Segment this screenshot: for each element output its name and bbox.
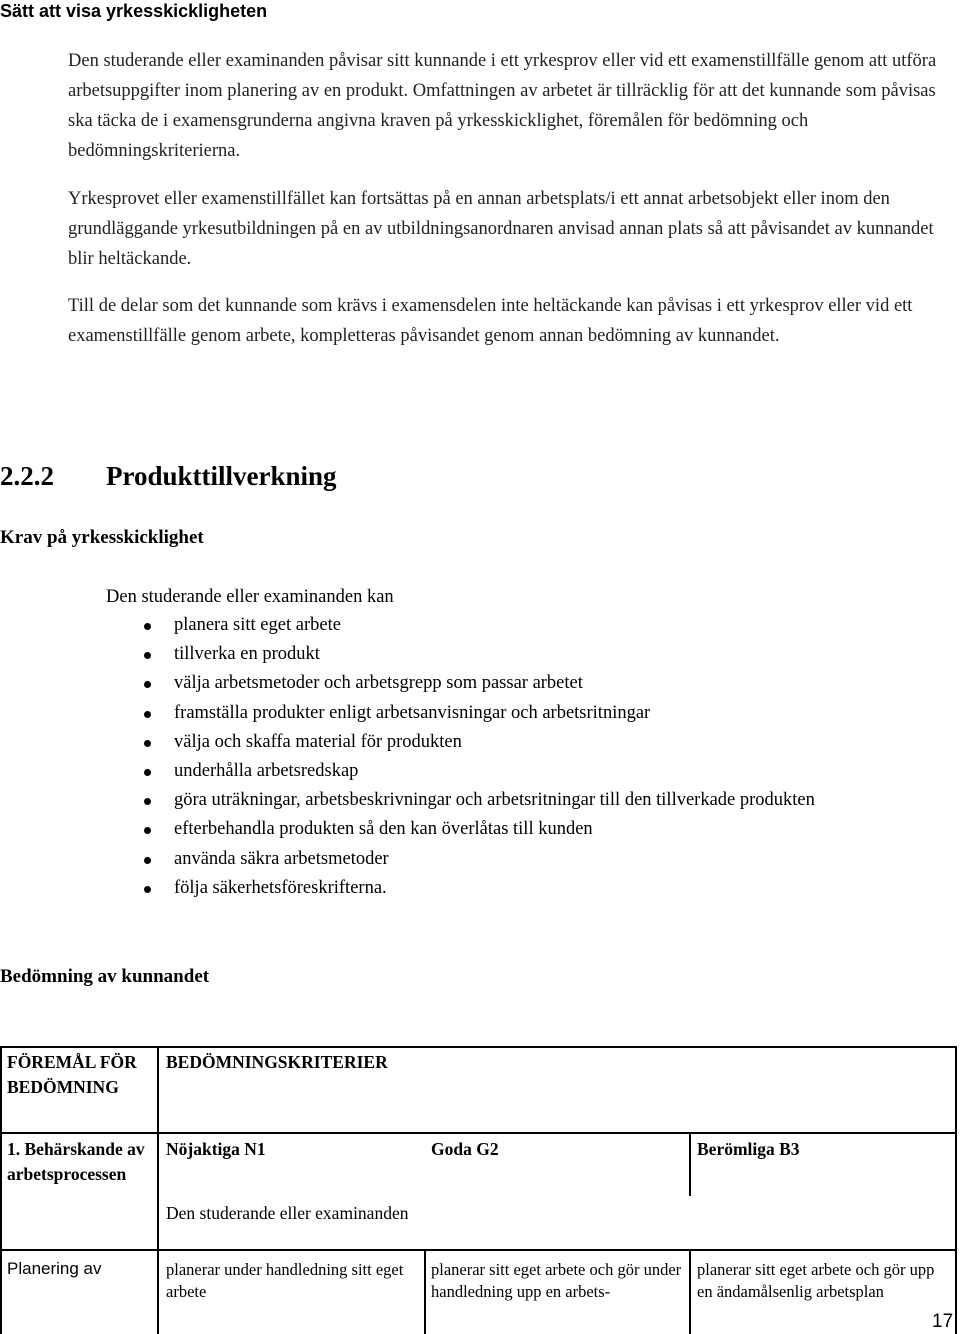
table-cell-b3: planerar sitt eget arbete och gör upp en ändamålsenlig arbetsplan [697,1260,935,1301]
list-item: välja och skaffa material för produkten [108,728,948,757]
table-cell-n1: planerar under handledning sitt eget arbete [166,1260,404,1301]
table-rule [689,1249,691,1334]
list-item: göra uträkningar, arbetsbeskrivningar och arbetsritningar till den tillverkade produkten [108,786,948,815]
paragraph-3: Till de delar som det kunnande som krävs i examensdelen inte heltäckande kan påvisas i ett yrkesprov eller vid ett examenstillfälle genom arbete, kompletteras påvisandet genom annan bedömning av kunnandet. [68,296,913,346]
level-n1: Nöjaktiga N1 [166,1139,266,1159]
page-number: 17 [932,1311,954,1332]
table-rule [689,1132,691,1196]
table-cell-g2: planerar sitt eget arbete och gör under handledning upp en arbets- [431,1260,682,1301]
table-rule [0,1046,957,1048]
list-item: efterbehandla produkten så den kan överlåtas till kunden [108,815,948,844]
list-item: tillverka en produkt [108,640,948,669]
paragraph-1: Den studerande eller examinanden påvisar sitt kunnande i ett yrkesprov eller vid ett examenstillfälle genom att utföra arbetsuppgifter inom planering av en produkt. Omfattningen av arbetet är tillräcklig för att det kunnande som påvisas ska täcka de i examensgrunderna angivna kraven på yrkesskicklighet, föremålen för bedömning och bedömningskriterierna. [68,51,937,161]
table-rule [0,1132,957,1134]
list-item: underhålla arbetsredskap [108,757,948,786]
level-b3: Berömliga B3 [697,1139,800,1159]
table-rule [0,1249,957,1251]
list-item: planera sitt eget arbete [108,611,948,640]
table-rule [0,1046,2,1334]
list-item: framställa produkter enligt arbetsanvisningar och arbetsritningar [108,699,948,728]
chapter-number: 2.2.2 [0,461,54,491]
list-item: följa säkerhetsföreskrifterna. [108,874,948,903]
table-rule [424,1249,426,1334]
list-item: välja arbetsmetoder och arbetsgrepp som passar arbetet [108,669,948,698]
level-g2: Goda G2 [431,1139,499,1159]
list-item: använda säkra arbetsmetoder [108,845,948,874]
requirements-heading: Krav på yrkesskicklighet [0,527,204,548]
table-rule [955,1046,957,1334]
table-rule [157,1046,159,1334]
table-header-target: FÖREMÅL FÖR BEDÖMNING [7,1052,137,1097]
table-row-target: Planering av [7,1259,102,1278]
requirements-intro: Den studerande eller examinanden kan [106,587,394,607]
section-heading: Sätt att visa yrkesskickligheten [0,1,268,21]
chapter-title: Produkttillverkning [106,461,337,491]
table-row-target: 1. Behärskande av arbetsprocessen [7,1139,145,1184]
table-subject-line: Den studerande eller examinanden [166,1203,409,1223]
table-header-criteria: BEDÖMNINGSKRITERIER [166,1052,388,1072]
paragraph-2: Yrkesprovet eller examenstillfället kan fortsättas på en annan arbetsplats/i ett annat arbetsobjekt eller inom den grundläggande yrkesutbildningen på en av utbildningsanordnaren anvisad annan plats så att påvisandet av kunnandet blir heltäckande. [68,189,934,269]
assessment-heading: Bedömning av kunnandet [0,966,210,987]
